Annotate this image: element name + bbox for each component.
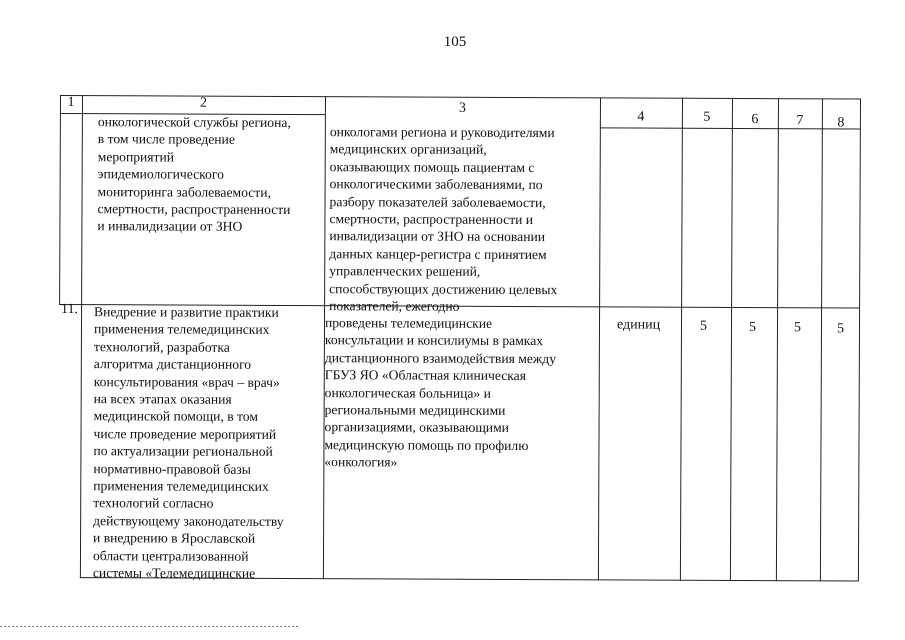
col-rule-5 xyxy=(730,98,733,581)
table-right-border xyxy=(858,98,861,581)
header-col-8: 8 xyxy=(837,115,845,131)
col-rule-6 xyxy=(776,98,779,581)
header-col-7: 7 xyxy=(796,113,804,129)
header-col-1: 1 xyxy=(67,95,75,111)
col-rule-4 xyxy=(680,98,683,581)
table-left-border xyxy=(59,95,61,305)
col-rule-1 xyxy=(80,95,83,578)
row-11-value-7: 5 xyxy=(793,320,802,336)
row-11-unit: единиц xyxy=(616,317,661,333)
row-11-value-8: 5 xyxy=(836,321,845,337)
header-col-2: 2 xyxy=(199,95,207,111)
page-bottom-dotted-rule xyxy=(0,626,300,627)
header-col-3: 3 xyxy=(458,100,466,116)
row-11-number: 11. xyxy=(61,302,79,318)
row-11-value-5: 5 xyxy=(699,318,708,334)
document-table xyxy=(58,95,860,603)
row-11-value-6: 5 xyxy=(748,320,757,336)
header-col-6: 6 xyxy=(751,112,759,128)
header-col-4: 4 xyxy=(637,109,645,125)
row-11-description: Внедрение и развитие практики применения телемедицинских технологий, разработка алгоритма дистанционного консультирования «врач – врач» на всех этапах оказания медицинской помощи, в том числе проведение мероприятий по актуализации региональной нормативно-правовой базы применения телемедицинских технологий согласно действующему законодательству и внедрению в Ярославской области централизованной системы «Телемедицинские xyxy=(92,304,284,581)
continued-row-result: онкологами региона и руководителями медицинских организаций, оказывающих помощь пациентам с онкологическими заболеваниями, по разбору показателей заболеваемости, смертности, распространенности и инвалидизации от ЗНО на основании данных канцер-регистра с принятием управленческих решений, способствующих достижению целевых показателей, ежегодно xyxy=(329,124,558,314)
page-number: 105 xyxy=(443,34,467,50)
header-col-5: 5 xyxy=(703,109,711,125)
row-11-result: проведены телемедицинские консультации и консилиумы в рамках дистанционного взаимодействия между ГБУЗ ЯО «Областная клиническая онкологическая больница» и региональными медицинскими организациями, оказывающими медицинскую помощь по профилю «онкология» xyxy=(324,315,557,470)
continued-row-description: онкологической службы региона, в том числе проведение мероприятий эпидемиологического мониторинга заболеваемости, смертности, распространенности и инвалидизации от ЗНО xyxy=(97,114,291,235)
col-rule-7 xyxy=(820,98,823,581)
